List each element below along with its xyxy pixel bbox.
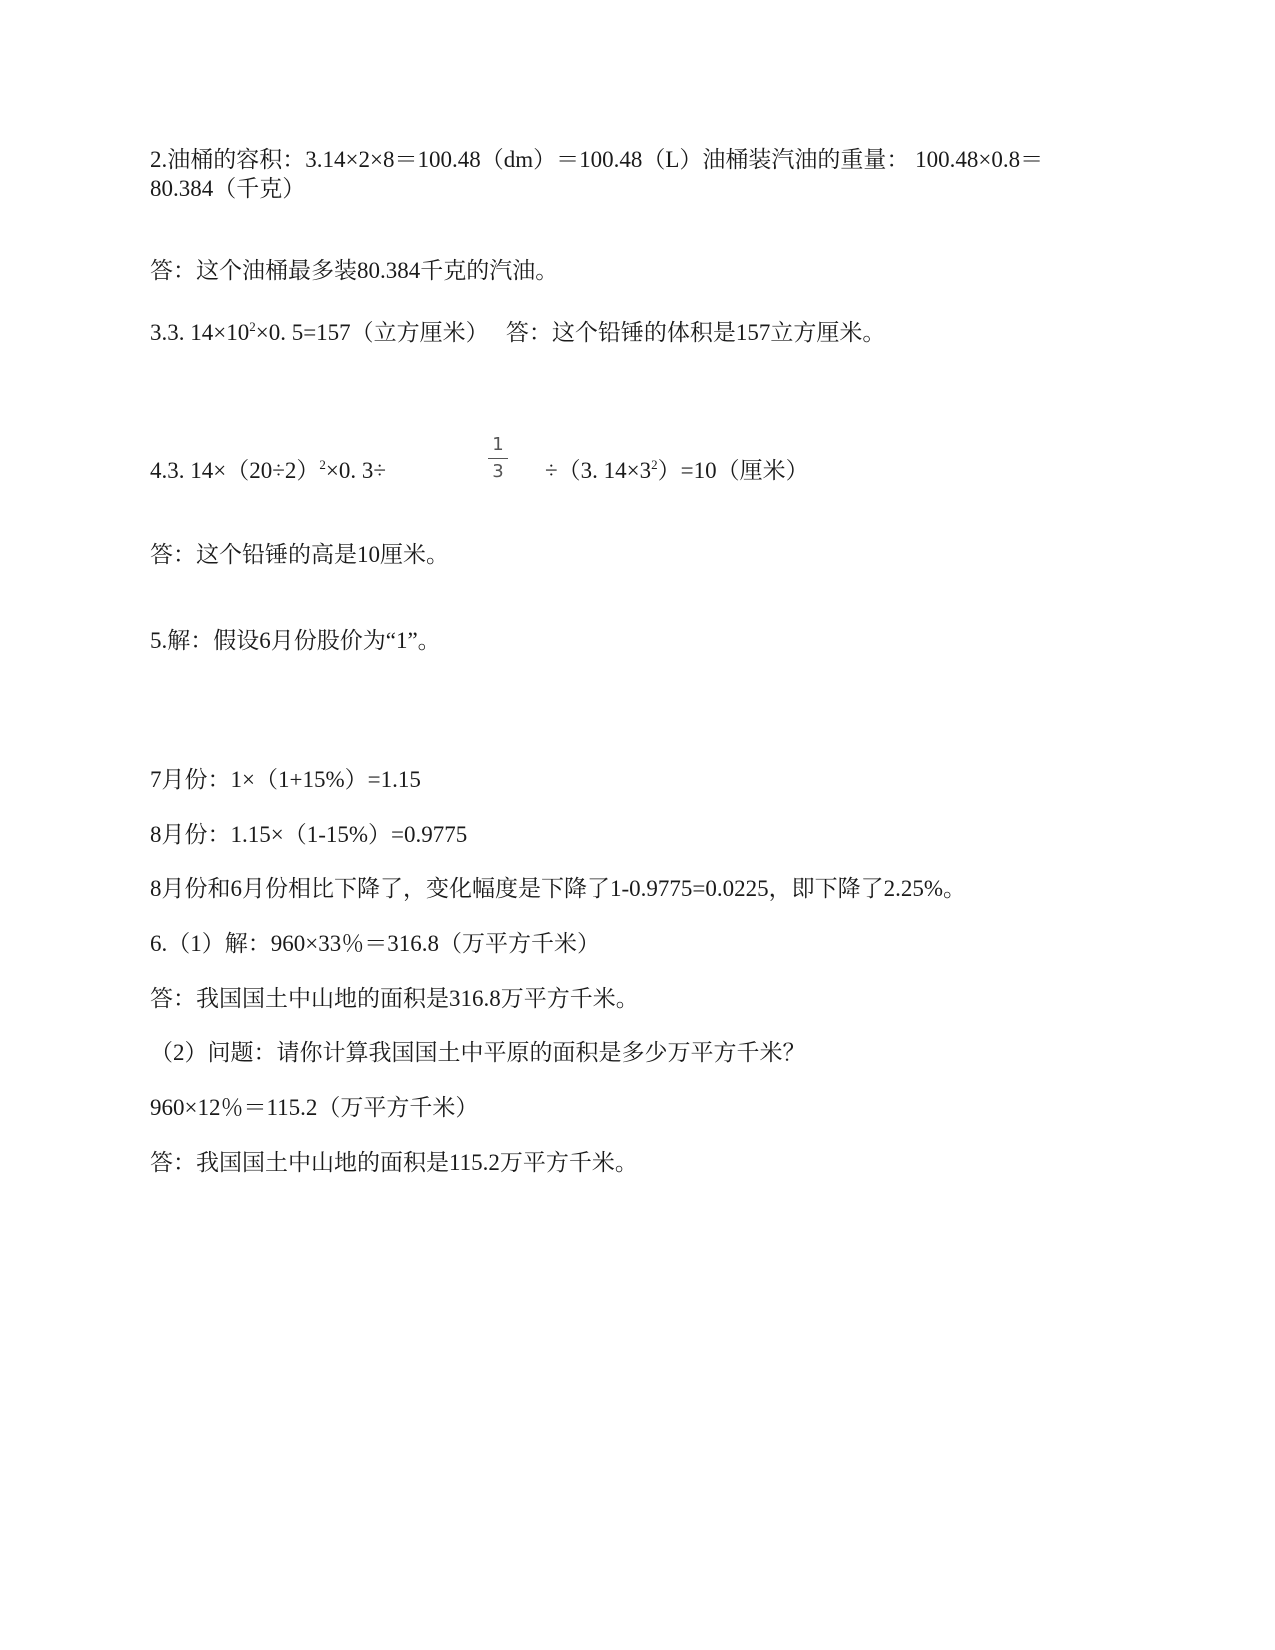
- answer-5-assumption: 5.解：假设6月份股价为“1”。: [150, 628, 441, 653]
- answer-3-line: [150, 318, 885, 348]
- answer-5-july: 7月份：1×（1+15%）=1.15: [150, 767, 421, 792]
- one-third-fraction: [487, 434, 509, 483]
- answer-6-part-2-calc: 960×12％＝115.2（万平方千米）: [150, 1095, 479, 1120]
- answer-3-result: ×0. 5=157（立方厘米） 答：这个铅锤的体积是157立方厘米。: [255, 320, 886, 345]
- answer-2-line-1: 2.油桶的容积：3.14×2×8＝100.48（dm）＝100.48（L）油桶装汽油的重量： 100.48×0.8＝: [150, 147, 1044, 172]
- answer-2-conclusion: 答：这个油桶最多装80.384千克的汽油。: [150, 258, 559, 283]
- answer-6-part-2-conclusion: 答：我国国土中山地的面积是115.2万平方千米。: [150, 1150, 638, 1175]
- answer-4-conclusion: 答：这个铅锤的高是10厘米。: [150, 542, 449, 567]
- answer-5-august: 8月份：1.15×（1-15%）=0.9775: [150, 822, 468, 847]
- answer-4-line-left: [150, 456, 386, 486]
- answer-2-line-2: 80.384（千克）: [150, 176, 306, 201]
- answer-4-result: ）=10（厘米）: [657, 458, 809, 483]
- answer-4-expression: 4.3. 14×（20÷2）: [150, 458, 320, 483]
- answer-4-exponent: 2: [319, 457, 326, 472]
- answer-4-divisor: ÷（3. 14×3: [545, 458, 652, 483]
- answer-6-part-1-conclusion: 答：我国国土中山地的面积是316.8万平方千米。: [150, 986, 639, 1011]
- fraction-denominator: 3: [492, 461, 504, 482]
- answer-6-part-1: 6.（1）解：960×33％＝316.8（万平方千米）: [150, 931, 600, 956]
- answer-3-expression: 3.3. 14×10: [150, 320, 250, 345]
- answer-3-exponent: 2: [249, 319, 256, 334]
- answer-4-line-right: [545, 456, 809, 486]
- answer-6-part-2-question: （2）问题：请你计算我国国土中平原的面积是多少万平方千米？: [150, 1040, 806, 1065]
- answer-4-divide: ×0. 3÷: [325, 458, 386, 483]
- answer-4-divisor-exponent: 2: [651, 457, 658, 472]
- fraction-numerator: 1: [492, 434, 504, 455]
- answer-5-conclusion: 8月份和6月份相比下降了，变化幅度是下降了1-0.9775=0.0225，即下降了2.25%。: [150, 876, 967, 901]
- fraction-bar: [488, 458, 508, 459]
